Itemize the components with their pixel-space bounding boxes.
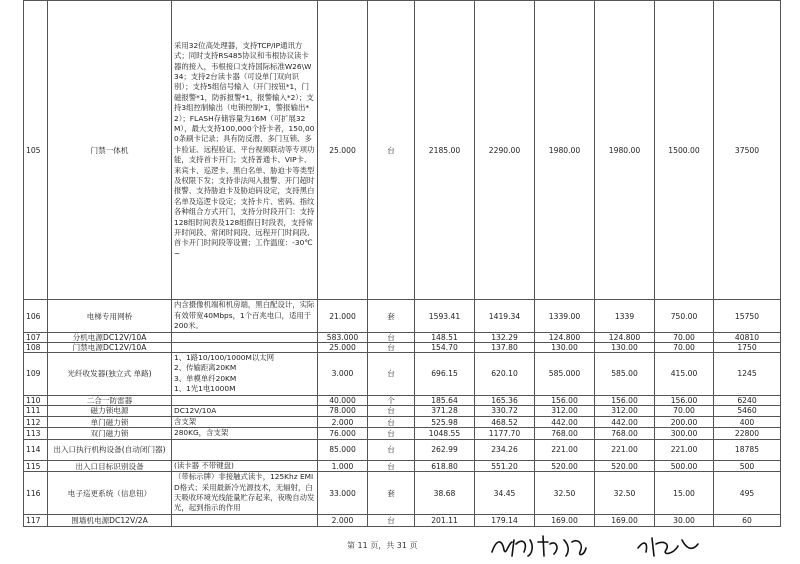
cell-desc: 内含摄像机端和机房端，黑白配设计，实际有效带宽40Mbps，1个百兆电口，适用于200米。 bbox=[172, 300, 318, 333]
cell-unit: 台 bbox=[368, 353, 415, 396]
cell-total: 15750 bbox=[714, 300, 781, 333]
table-row bbox=[24, 439, 781, 460]
price-table bbox=[23, 0, 781, 527]
cell-total: 495 bbox=[714, 472, 781, 515]
cell-total: 1245 bbox=[714, 353, 781, 396]
cell-unit: 台 bbox=[368, 417, 415, 428]
cell-p1: 2185.00 bbox=[415, 1, 475, 300]
cell-p1: 262.99 bbox=[415, 439, 475, 460]
table-row bbox=[24, 333, 781, 343]
cell-p1: 154.70 bbox=[415, 343, 475, 353]
cell-name: 门禁电源DC12V/10A bbox=[48, 343, 172, 353]
cell-idx: 110 bbox=[24, 395, 48, 405]
cell-p5: 156.00 bbox=[655, 395, 714, 405]
table-row bbox=[24, 1, 781, 300]
cell-p4: 520.00 bbox=[595, 460, 655, 471]
cell-name: 光纤收发器(独立式 单路) bbox=[48, 353, 172, 396]
cell-unit: 台 bbox=[368, 428, 415, 439]
cell-unit: 台 bbox=[368, 1, 415, 300]
cell-p4: 312.00 bbox=[595, 405, 655, 416]
cell-p5: 415.00 bbox=[655, 353, 714, 396]
cell-p3: 1339.00 bbox=[535, 300, 595, 333]
cell-p1: 185.64 bbox=[415, 395, 475, 405]
cell-p4: 169.00 bbox=[595, 514, 655, 526]
cell-total: 60 bbox=[714, 514, 781, 526]
cell-qty: 25.000 bbox=[318, 343, 368, 353]
cell-unit: 台 bbox=[368, 343, 415, 353]
cell-p5: 500.00 bbox=[655, 460, 714, 471]
cell-desc: 采用32位高处理器，支持TCP/IP通讯方式；同时支持RS485协议和韦根协议读卡器的接入，韦根接口支持国际标准W26\W34；支持2台读卡器（可设单门双向识别）；支持5组信号输入（开门按钮*1，门磁报警*1，防拆报警*1，报警输入*2）；支持3组控制输出（电锁控制*1，警报输出*2）；FLASH存储容量为16M（可扩展32M），最大支持100,000个持卡者，150,000条刷卡记录；具有防反潜、多门互锁、多卡验证、远程验证、平台视频联动等专项功能，支持首卡开门；支持普通卡、VIP卡、来宾卡、巡逻卡、黑白名单、胁迫卡等类型及权限下发；支持非法闯入报警、开门超时报警、支持胁迫卡及胁迫码设定，支持黑白名单及巡逻卡设定；支持卡片、密码、指纹各种组合方式开门，支持分时段开门：支持128组时间表及128组假日时段表，支持常开时间段、常闭时间段、远程开门时间段、首卡开门时间段等设置；工作温度：-30℃~ bbox=[172, 1, 318, 300]
cell-p3: 312.00 bbox=[535, 405, 595, 416]
cell-p4: 32.50 bbox=[595, 472, 655, 515]
cell-name: 电梯专用网桥 bbox=[48, 300, 172, 333]
table-row bbox=[24, 417, 781, 428]
cell-p1: 38.68 bbox=[415, 472, 475, 515]
cell-p4: 221.00 bbox=[595, 439, 655, 460]
cell-desc bbox=[172, 343, 318, 353]
cell-desc: 1、1路10/100/1000M以太网 2、传输距离20KM 3、单模单纤20KM 1、1光1电1000M bbox=[172, 353, 318, 396]
cell-p5: 200.00 bbox=[655, 417, 714, 428]
table-row bbox=[24, 472, 781, 515]
cell-p3: 221.00 bbox=[535, 439, 595, 460]
cell-total: 37500 bbox=[714, 1, 781, 300]
cell-p1: 525.98 bbox=[415, 417, 475, 428]
cell-desc: (读卡器 不带键盘) bbox=[172, 460, 318, 471]
cell-idx: 115 bbox=[24, 460, 48, 471]
cell-p2: 551.20 bbox=[475, 460, 535, 471]
cell-p5: 750.00 bbox=[655, 300, 714, 333]
cell-p3: 520.00 bbox=[535, 460, 595, 471]
cell-unit: 套 bbox=[368, 300, 415, 333]
cell-name: 门禁一体机 bbox=[48, 1, 172, 300]
cell-p3: 585.000 bbox=[535, 353, 595, 396]
cell-p2: 137.80 bbox=[475, 343, 535, 353]
cell-p3: 169.00 bbox=[535, 514, 595, 526]
table-row bbox=[24, 514, 781, 526]
cell-idx: 109 bbox=[24, 353, 48, 396]
cell-qty: 25.000 bbox=[318, 1, 368, 300]
cell-qty: 583.000 bbox=[318, 333, 368, 343]
cell-p3: 442.00 bbox=[535, 417, 595, 428]
cell-unit: 台 bbox=[368, 405, 415, 416]
cell-p1: 148.51 bbox=[415, 333, 475, 343]
cell-p4: 1980.00 bbox=[595, 1, 655, 300]
cell-p2: 1419.34 bbox=[475, 300, 535, 333]
cell-desc: DC12V/10A bbox=[172, 405, 318, 416]
cell-total: 40810 bbox=[714, 333, 781, 343]
cell-p3: 1980.00 bbox=[535, 1, 595, 300]
cell-p2: 620.10 bbox=[475, 353, 535, 396]
cell-unit: 套 bbox=[368, 472, 415, 515]
cell-total: 18785 bbox=[714, 439, 781, 460]
cell-qty: 3.000 bbox=[318, 353, 368, 396]
cell-idx: 106 bbox=[24, 300, 48, 333]
cell-p2: 165.36 bbox=[475, 395, 535, 405]
cell-idx: 117 bbox=[24, 514, 48, 526]
cell-idx: 116 bbox=[24, 472, 48, 515]
cell-total: 500 bbox=[714, 460, 781, 471]
cell-name: 出入口执行机构设备(自动闭门器) bbox=[48, 439, 172, 460]
cell-unit: 个 bbox=[368, 395, 415, 405]
cell-p3: 32.50 bbox=[535, 472, 595, 515]
cell-name: 双门磁力锁 bbox=[48, 428, 172, 439]
cell-idx: 113 bbox=[24, 428, 48, 439]
cell-p4: 585.00 bbox=[595, 353, 655, 396]
cell-p5: 15.00 bbox=[655, 472, 714, 515]
cell-qty: 40.000 bbox=[318, 395, 368, 405]
cell-desc bbox=[172, 514, 318, 526]
cell-p2: 330.72 bbox=[475, 405, 535, 416]
cell-desc: （带标示牌）非接触式读卡，125Khz EMID格式；采用最新冷光源技术，无辐射，白天吸收环境光线能量贮存起来，夜晚自动发光，起到指示的作用 bbox=[172, 472, 318, 515]
cell-p2: 1177.70 bbox=[475, 428, 535, 439]
cell-name: 分机电源DC12V/10A bbox=[48, 333, 172, 343]
cell-unit: 台 bbox=[368, 514, 415, 526]
cell-total: 1750 bbox=[714, 343, 781, 353]
cell-p2: 2290.00 bbox=[475, 1, 535, 300]
cell-idx: 105 bbox=[24, 1, 48, 300]
cell-p3: 130.00 bbox=[535, 343, 595, 353]
cell-qty: 1.000 bbox=[318, 460, 368, 471]
cell-p1: 201.11 bbox=[415, 514, 475, 526]
table-row bbox=[24, 460, 781, 471]
cell-p1: 371.28 bbox=[415, 405, 475, 416]
cell-desc bbox=[172, 439, 318, 460]
cell-name: 单门磁力锁 bbox=[48, 417, 172, 428]
cell-p2: 179.14 bbox=[475, 514, 535, 526]
cell-name: 磁力锁电源 bbox=[48, 405, 172, 416]
page-number: 第 11 页，共 31 页 bbox=[347, 541, 418, 550]
cell-p5: 70.00 bbox=[655, 405, 714, 416]
cell-name: 围墙机电源DC12V/2A bbox=[48, 514, 172, 526]
cell-qty: 78.000 bbox=[318, 405, 368, 416]
cell-qty: 85.000 bbox=[318, 439, 368, 460]
cell-p2: 34.45 bbox=[475, 472, 535, 515]
table-row bbox=[24, 405, 781, 416]
cell-p5: 70.00 bbox=[655, 343, 714, 353]
cell-name: 二合一防雷器 bbox=[48, 395, 172, 405]
cell-qty: 2.000 bbox=[318, 417, 368, 428]
cell-p3: 156.00 bbox=[535, 395, 595, 405]
cell-p1: 1593.41 bbox=[415, 300, 475, 333]
handwritten-signature bbox=[488, 530, 718, 560]
table-row bbox=[24, 300, 781, 333]
cell-desc bbox=[172, 333, 318, 343]
table-row bbox=[24, 428, 781, 439]
table-row bbox=[24, 353, 781, 396]
cell-p5: 30.00 bbox=[655, 514, 714, 526]
cell-p2: 468.52 bbox=[475, 417, 535, 428]
cell-p4: 442.00 bbox=[595, 417, 655, 428]
table-row bbox=[24, 343, 781, 353]
cell-idx: 111 bbox=[24, 405, 48, 416]
cell-p4: 768.00 bbox=[595, 428, 655, 439]
cell-p4: 130.00 bbox=[595, 343, 655, 353]
cell-total: 22800 bbox=[714, 428, 781, 439]
cell-idx: 112 bbox=[24, 417, 48, 428]
cell-qty: 76.000 bbox=[318, 428, 368, 439]
cell-p1: 1048.55 bbox=[415, 428, 475, 439]
cell-desc: 280KG，含支架 bbox=[172, 428, 318, 439]
cell-total: 400 bbox=[714, 417, 781, 428]
table-row bbox=[24, 395, 781, 405]
cell-p4: 156.00 bbox=[595, 395, 655, 405]
cell-unit: 台 bbox=[368, 460, 415, 471]
cell-p1: 618.80 bbox=[415, 460, 475, 471]
cell-p4: 124.800 bbox=[595, 333, 655, 343]
cell-desc: 含支架 bbox=[172, 417, 318, 428]
cell-p2: 132.29 bbox=[475, 333, 535, 343]
cell-desc bbox=[172, 395, 318, 405]
cell-p3: 768.00 bbox=[535, 428, 595, 439]
cell-qty: 21.000 bbox=[318, 300, 368, 333]
cell-qty: 2.000 bbox=[318, 514, 368, 526]
cell-name: 电子巡更系统（信息钮） bbox=[48, 472, 172, 515]
cell-p5: 70.00 bbox=[655, 333, 714, 343]
cell-p5: 300.00 bbox=[655, 428, 714, 439]
cell-p5: 1500.00 bbox=[655, 1, 714, 300]
cell-p4: 1339 bbox=[595, 300, 655, 333]
cell-unit: 台 bbox=[368, 439, 415, 460]
cell-p1: 696.15 bbox=[415, 353, 475, 396]
cell-p3: 124.800 bbox=[535, 333, 595, 343]
cell-unit: 台 bbox=[368, 333, 415, 343]
cell-idx: 107 bbox=[24, 333, 48, 343]
cell-p2: 234.26 bbox=[475, 439, 535, 460]
cell-idx: 114 bbox=[24, 439, 48, 460]
cell-total: 5460 bbox=[714, 405, 781, 416]
cell-qty: 33.000 bbox=[318, 472, 368, 515]
cell-p5: 221.00 bbox=[655, 439, 714, 460]
cell-total: 6240 bbox=[714, 395, 781, 405]
cell-name: 出入口目标识别设备 bbox=[48, 460, 172, 471]
cell-idx: 108 bbox=[24, 343, 48, 353]
